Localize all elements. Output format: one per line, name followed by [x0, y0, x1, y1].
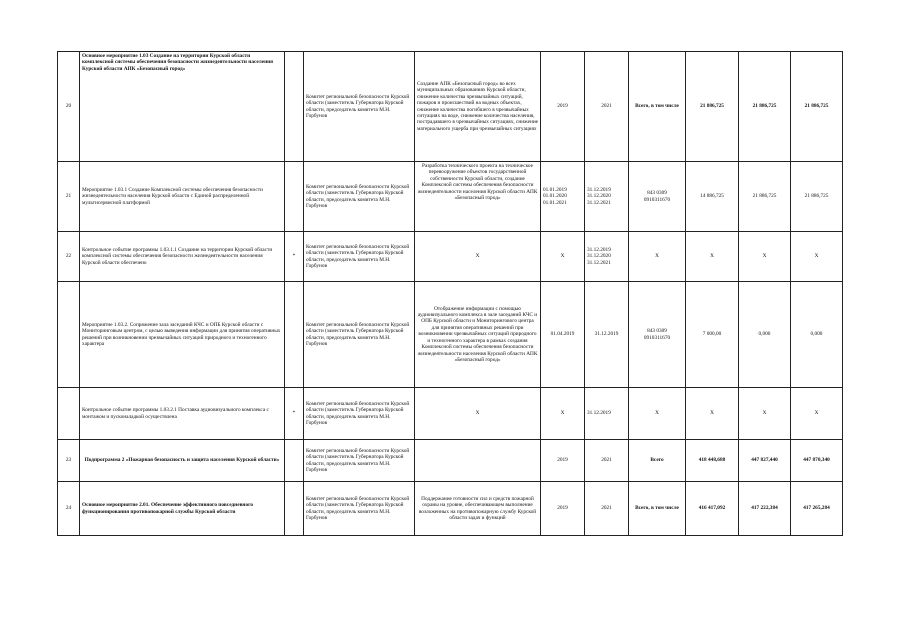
table-row [58, 52, 843, 162]
value-2021: 417 265,284 [791, 482, 843, 536]
control-mark: * [285, 388, 304, 440]
value-2020: 447 827,440 [739, 440, 791, 482]
start-date: 2019 [541, 52, 585, 162]
row-number: 22 [58, 232, 80, 282]
end-date: 31.12.2019 31.12.2020 31.12.2021 [585, 232, 629, 282]
event-name: Мероприятие 1.03.1 Создание Комплексной системы обеспечения безопасности жизнедеятельности населения Курской области с Единой распределенной мультисервисной платформой [80, 162, 285, 232]
row-number [58, 388, 80, 440]
table-row [58, 388, 843, 440]
responsible-executor: Комитет региональной безопасности Курской области (заместитель Губернатора Курской области, председатель комитета М.Н. Горбунов [304, 482, 415, 536]
expected-result: Отображение информации с помощью аудиовизуального комплекса в зале заседаний КЧС и ОПБ Курской области и Мониторингового центра для принятия оперативных решений при возникновении чрезвычайных ситуаций природного и техногенного характера в рамках создания Комплексной системы обеспечения безопасности жизнедеятельности населения Курской области АПК «Безопасный город» [415, 282, 541, 388]
end-date: 31.12.2019 [585, 282, 629, 388]
program-table [57, 51, 843, 536]
responsible-executor: Комитет региональной безопасности Курской области (заместитель Губернатора Курской области, председатель комитета М.Н. Горбунов [304, 282, 415, 388]
budget-code: 843 0309 0910311670 [629, 282, 686, 388]
budget-code: Всего [629, 440, 686, 482]
value-2019: 418 448,688 [686, 440, 739, 482]
table-row [58, 282, 843, 388]
value-2020: Х [739, 232, 791, 282]
value-2021: 447 870,340 [791, 440, 843, 482]
event-name: Мероприятие 1.03.2. Сопряжение зала заседаний КЧС и ОПБ Курской области с Мониторинговым центром, с целью выведения информации для принятия оперативных решений при возникновении чрезвычайных ситуаций природного и техногенного характера [80, 282, 285, 388]
start-date: 2019 [541, 440, 585, 482]
event-name: Контрольное событие программы 1.03.2.1 Поставка аудиовизуального комплекса с монтажом и пусконаладкой осуществлена [80, 388, 285, 440]
end-date: 2021 [585, 440, 629, 482]
event-name: Основное мероприятие 1.03 Создание на территории Курской области комплексной системы обеспечения безопасности жизнедеятельности населения Курской области АПК «Безопасный город» [80, 52, 285, 162]
expected-result: Х [415, 232, 541, 282]
control-mark [285, 162, 304, 232]
value-2020: 21 886,725 [739, 52, 791, 162]
value-2020: 21 886,725 [739, 162, 791, 232]
control-mark [285, 482, 304, 536]
responsible-executor: Комитет региональной безопасности Курской области (заместитель Губернатора Курской области, председатель комитета М.Н. Горбунов [304, 388, 415, 440]
value-2021: Х [791, 388, 843, 440]
value-2020: 0,000 [739, 282, 791, 388]
start-date: 01.01.2019 01.01.2020 01.01.2021 [541, 162, 585, 232]
responsible-executor: Комитет региональной безопасности Курской области (заместитель Губернатора Курской области, председатель комитета М.Н. Горбунов [304, 52, 415, 162]
value-2019: Х [686, 232, 739, 282]
value-2019: Х [686, 388, 739, 440]
expected-result: Создание АПК «Безопасный город» во всех муниципальных образованиях Курской области, снижение количества чрезвычайных ситуаций, пожаров и происшествий на водных объектах, снижение количества погибшего в чрезвычайных ситуациях на воде, снижение количества населения, пострадавшего в чрезвычайных ситуациях, снижение материального ущерба при чрезвычайных ситуациях [415, 52, 541, 162]
row-number: 24 [58, 482, 80, 536]
budget-code: Х [629, 388, 686, 440]
event-name: Основное мероприятие 2.01. Обеспечение эффективного повседневного функционирования противопожарной службы Курской области [80, 482, 285, 536]
start-date: Х [541, 232, 585, 282]
row-number: 20 [58, 52, 80, 162]
event-name: Подпрограмма 2 «Пожарная безопасность и защита населения Курской области» [80, 440, 285, 482]
row-number [58, 282, 80, 388]
responsible-executor: Комитет региональной безопасности Курской области (заместитель Губернатора Курской области, председатель комитета М.Н. Горбунов [304, 440, 415, 482]
table-row [58, 232, 843, 282]
expected-result: Х [415, 388, 541, 440]
value-2019: 416 417,092 [686, 482, 739, 536]
value-2019: 14 886,725 [686, 162, 739, 232]
row-number: 23 [58, 440, 80, 482]
end-date: 2021 [585, 482, 629, 536]
value-2021: 0,000 [791, 282, 843, 388]
value-2020: 417 222,384 [739, 482, 791, 536]
start-date: 01.04.2019 [541, 282, 585, 388]
budget-code: Всего, в том числе [629, 482, 686, 536]
expected-result: Разработка технического проекта на техническое перевооружение объектов государственной собственности Курской области, создание Комплексной системы обеспечения безопасности жизнедеятельности населения Курской области АПК «Безопасный город» [415, 162, 541, 232]
end-date: 31.12.2019 [585, 388, 629, 440]
control-mark [285, 282, 304, 388]
expected-result [415, 440, 541, 482]
start-date: 2019 [541, 482, 585, 536]
budget-code: Всего, в том числе [629, 52, 686, 162]
responsible-executor: Комитет региональной безопасности Курской области (заместитель Губернатора Курской области, председатель комитета М.Н. Горбунов [304, 162, 415, 232]
table-row [58, 482, 843, 536]
event-name: Контрольное событие программы 1.03.1.1 Создание на территории Курской области комплексной системы обеспечения безопасности жизнедеятельности населения Курской области обеспечено [80, 232, 285, 282]
budget-code: Х [629, 232, 686, 282]
expected-result: Поддержание готовности сил и средств пожарной охраны на уровне, обеспечивающем выполнение возложенных на противопожарную службу Курской области задач и функций [415, 482, 541, 536]
end-date: 31.12.2019 31.12.2020 31.12.2021 [585, 162, 629, 232]
value-2019: 7 000,00 [686, 282, 739, 388]
row-number: 21 [58, 162, 80, 232]
value-2021: 21 886,725 [791, 162, 843, 232]
control-mark [285, 52, 304, 162]
table-row [58, 162, 843, 232]
table-row [58, 440, 843, 482]
start-date: Х [541, 388, 585, 440]
value-2021: Х [791, 232, 843, 282]
value-2020: Х [739, 388, 791, 440]
control-mark: * [285, 232, 304, 282]
value-2019: 21 886,725 [686, 52, 739, 162]
responsible-executor: Комитет региональной безопасности Курской области (заместитель Губернатора Курской области, председатель комитета М.Н. Горбунов [304, 232, 415, 282]
value-2021: 21 886,725 [791, 52, 843, 162]
end-date: 2021 [585, 52, 629, 162]
control-mark [285, 440, 304, 482]
budget-code: 843 0309 0910311670 [629, 162, 686, 232]
